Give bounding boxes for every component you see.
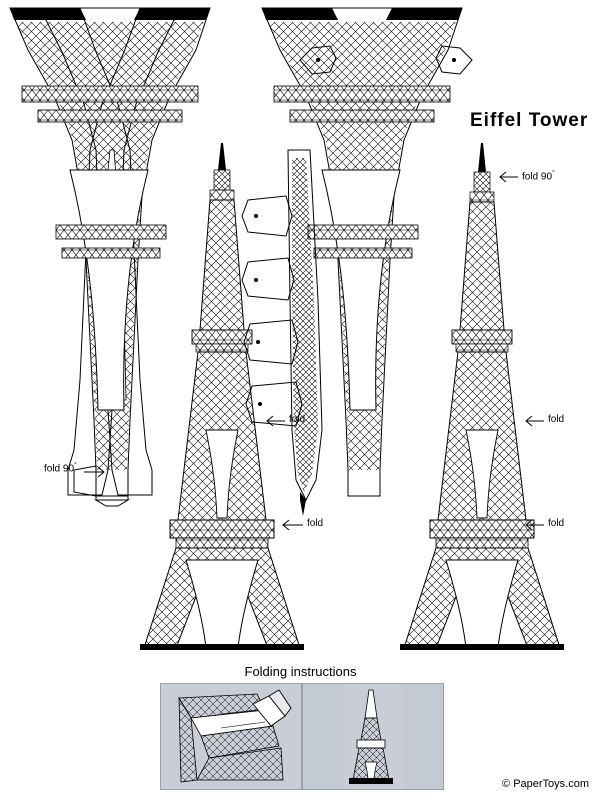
fold-right-upper-label: fold — [548, 414, 565, 425]
piece-center-tower-assembled — [140, 143, 304, 650]
page-title: Eiffel Tower — [470, 110, 589, 131]
fold-90-left-leg-degree: ° — [74, 462, 77, 469]
fold-right-lower-label: fold — [548, 518, 565, 529]
fold-90-right-spire-label — [522, 170, 555, 182]
fold-center-lower-label: fold — [307, 518, 324, 529]
piece-right-tower-assembled — [400, 143, 564, 650]
credit-line: © PaperToys.com — [502, 778, 589, 790]
fold-center-upper-label: fold — [289, 414, 306, 425]
piece-left-leg-panel — [10, 8, 210, 506]
folding-instruction-panel-1 — [160, 683, 302, 790]
fold-90-left-leg-label — [44, 462, 77, 474]
folding-instructions-title: Folding instructions — [244, 664, 357, 679]
fold-90-left-leg-text: fold 90 — [44, 463, 75, 475]
folding-instruction-panel-2 — [302, 683, 444, 790]
fold-90-right-spire-degree: ° — [552, 170, 555, 177]
fold-90-right-spire-text: fold 90 — [522, 171, 553, 183]
